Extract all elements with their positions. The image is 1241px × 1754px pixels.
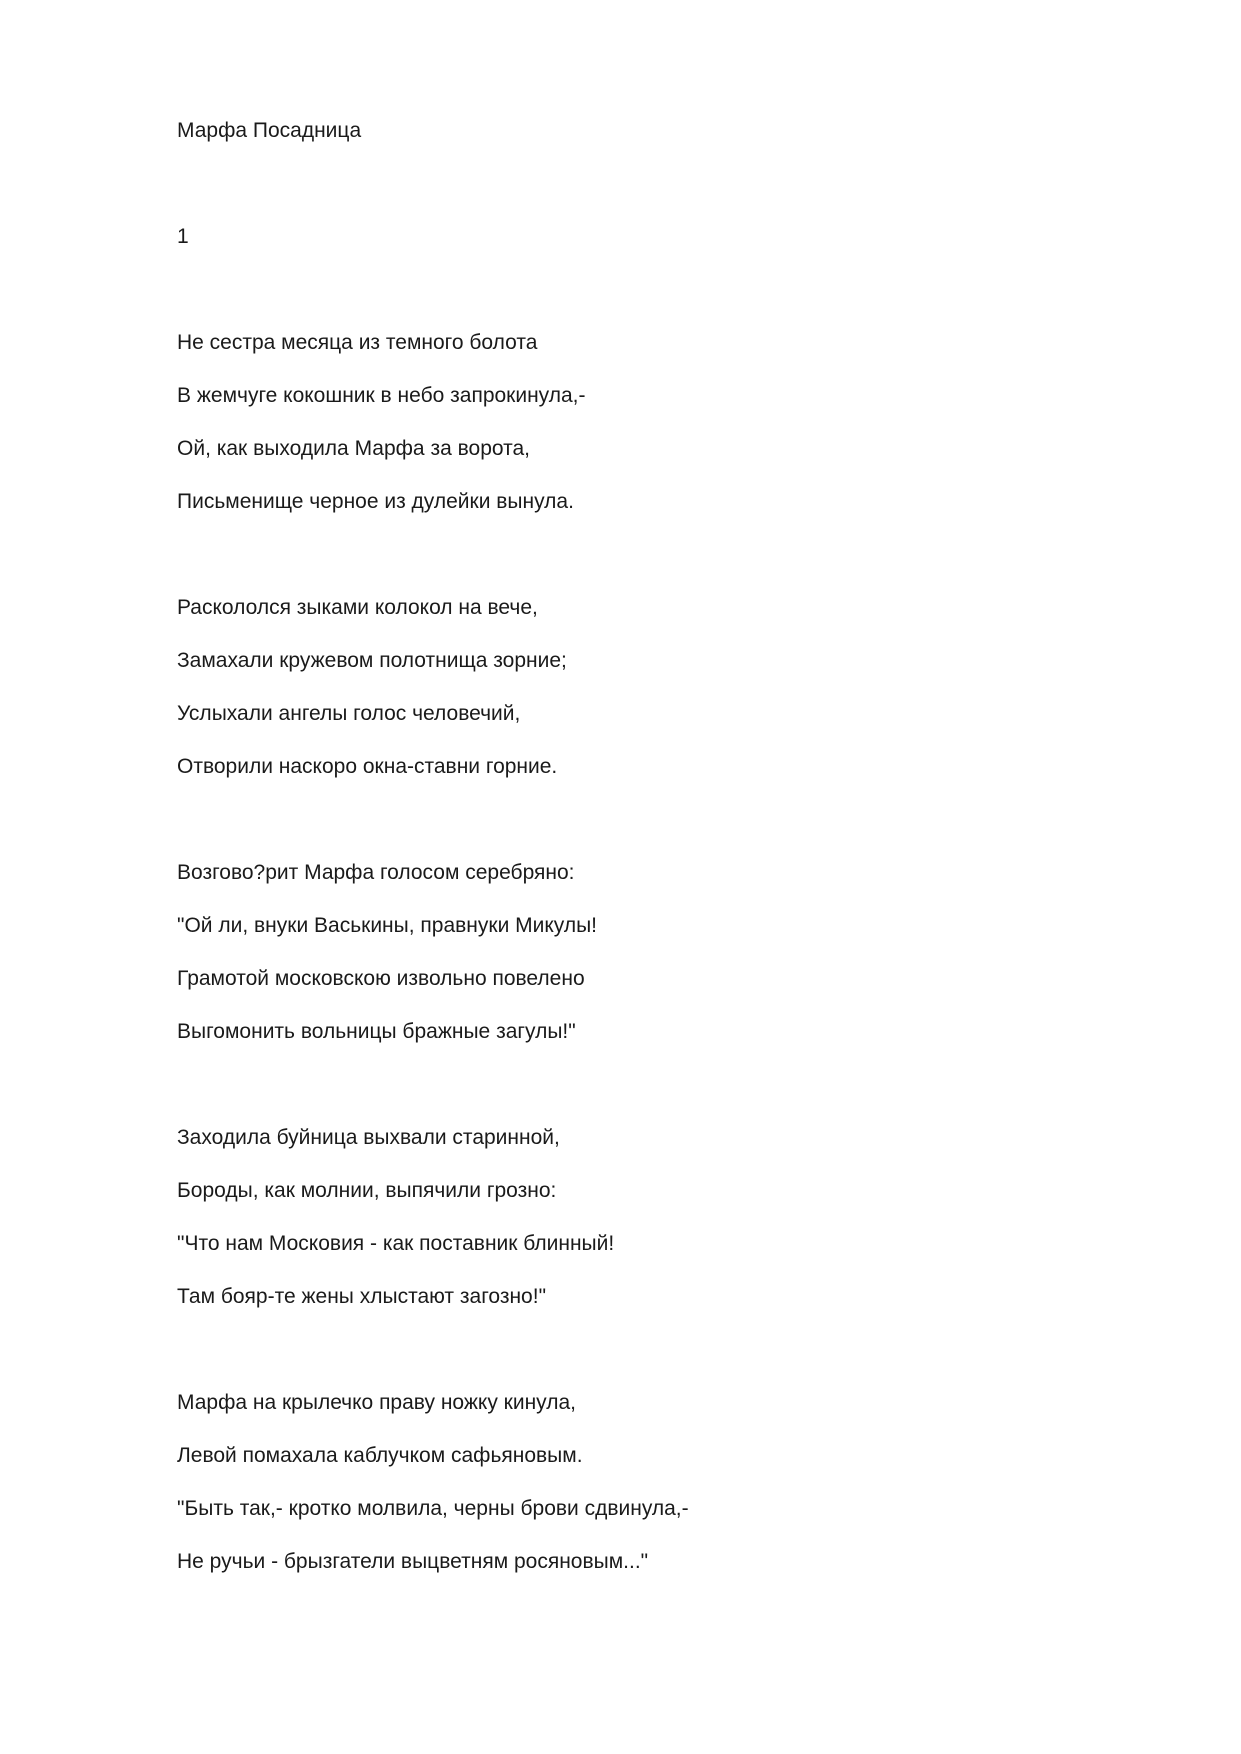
stanza-2 <box>177 595 1077 780</box>
poem-title: Марфа Посадница <box>177 119 362 142</box>
verse-line: Письменище черное из дулейки вынула. <box>177 490 574 513</box>
verse-line: Заходила буйница выхвали старинной, <box>177 1126 560 1149</box>
verse-line: "Что нам Московия - как поставник блинный! <box>177 1232 615 1255</box>
verse-line: Не ручьи - брызгатели выцветням росяновым..." <box>177 1550 649 1573</box>
stanza-4 <box>177 1125 1077 1310</box>
verse-line: Марфа на крылечко праву ножку кинула, <box>177 1391 576 1414</box>
verse-line: Грамотой московскою извольно повелено <box>177 967 585 990</box>
poem-body <box>177 118 1077 1575</box>
verse-line: Возгово?рит Марфа голосом серебряно: <box>177 861 575 884</box>
verse-line: Не сестра месяца из темного болота <box>177 331 538 354</box>
verse-line: В жемчуге кокошник в небо запрокинула,- <box>177 384 586 407</box>
verse-line: Ой, как выходила Марфа за ворота, <box>177 437 530 460</box>
verse-line: "Быть так,- кротко молвила, черны брови сдвинула,- <box>177 1497 689 1520</box>
section-number: 1 <box>177 225 189 248</box>
verse-line: Там бояр-те жены хлыстают загозно!" <box>177 1285 547 1308</box>
stanza-1 <box>177 330 1077 515</box>
stanza-5 <box>177 1390 1077 1575</box>
verse-line: "Ой ли, внуки Васькины, правнуки Микулы! <box>177 914 598 937</box>
verse-line: Замахали кружевом полотнища зорние; <box>177 649 567 672</box>
verse-line: Отворили наскоро окна-ставни горние. <box>177 755 558 778</box>
verse-line: Услыхали ангелы голос человечий, <box>177 702 521 725</box>
verse-line: Левой помахала каблучком сафьяновым. <box>177 1444 583 1467</box>
stanza-3 <box>177 860 1077 1045</box>
verse-line: Бороды, как молнии, выпячили грозно: <box>177 1179 557 1202</box>
verse-line: Раскололся зыками колокол на вече, <box>177 596 538 619</box>
verse-line: Выгомонить вольницы бражные загулы!" <box>177 1020 576 1043</box>
